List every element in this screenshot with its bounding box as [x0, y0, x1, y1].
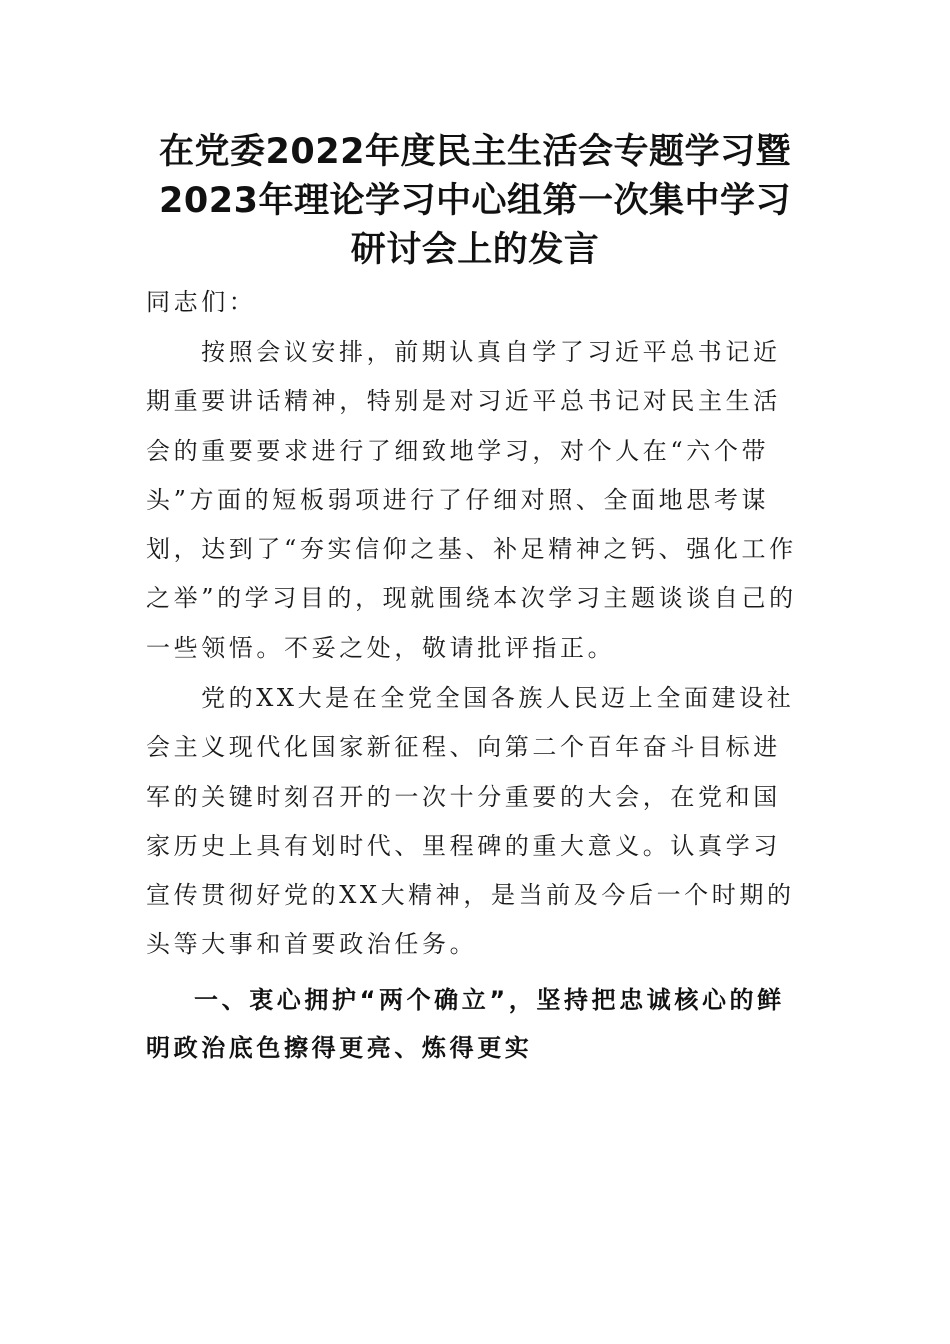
title-line-3: 研讨会上的发言	[350, 230, 600, 270]
salutation: 同志们：	[146, 288, 257, 316]
paragraph-intro: 按照会议安排，前期认真自学了习近平总书记近期重要讲话精神，特别是对习近平总书记对民主生活会的重要要求进行了细致地学习，对个人在“六个带头”方面的短板弱项进行了仔细对照、全面地思考谋划，达到了“夯实信仰之基、补足精神之钙、强化工作之举”的学习目的，现就围绕本次学习主题谈谈自己的一些领悟。不妥之处，敬请批评指正。	[146, 338, 797, 662]
section-heading-1: 一、衷心拥护“两个确立”，坚持把忠诚核心的鲜明政治底色擦得更亮、炼得更实	[146, 986, 785, 1062]
paragraph-congress: 党的XX大是在全党全国各族人民迈上全面建设社会主义现代化国家新征程、向第二个百年奋斗目标进军的关键时刻召开的一次十分重要的大会，在党和国家历史上具有划时代、里程碑的重大意义。认真学习宣传贯彻好党的XX大精神，是当前及今后一个时期的头等大事和首要政治任务。	[146, 684, 795, 959]
document-title	[120, 128, 830, 275]
title-line-1: 在党委2022年度民主生活会专题学习暨	[159, 132, 791, 172]
title-line-2: 2023年理论学习中心组第一次集中学习	[159, 181, 791, 221]
